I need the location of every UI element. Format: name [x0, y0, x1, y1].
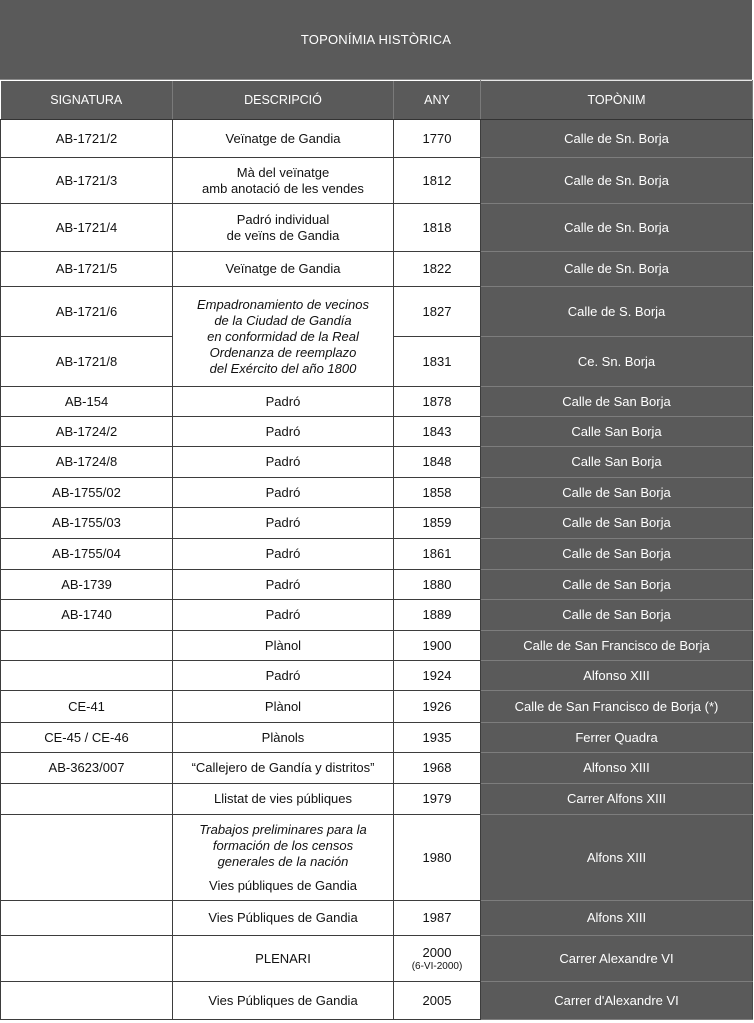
cell-any: 1827	[394, 287, 481, 337]
table-row	[1, 936, 753, 982]
cell-any: 1831	[394, 337, 481, 387]
cell-any: 1818	[394, 204, 481, 252]
cell-signatura: AB-1739	[1, 570, 173, 600]
header-any: ANY	[394, 81, 481, 120]
desc-line: en conformidad de la Real	[207, 328, 359, 344]
cell-toponim: Carrer Alexandre VI	[481, 936, 753, 982]
table-row	[1, 539, 753, 570]
cell-toponim: Calle de San Borja	[481, 478, 753, 508]
cell-toponim: Calle de San Borja	[481, 539, 753, 570]
cell-any	[394, 936, 481, 982]
table-row	[1, 661, 753, 691]
cell-toponim: Ce. Sn. Borja	[481, 337, 753, 387]
cell-any: 1859	[394, 508, 481, 539]
cell-any: 1980	[394, 815, 481, 901]
cell-descripcio: Padró	[173, 508, 394, 539]
cell-signatura: AB-1724/8	[1, 447, 173, 478]
desc-line: de la Ciudad de Gandía	[214, 312, 352, 328]
cell-descripcio: “Callejero de Gandía y distritos”	[173, 753, 394, 784]
cell-signatura: AB-1721/2	[1, 120, 173, 158]
cell-toponim: Calle San Borja	[481, 417, 753, 447]
table-row	[1, 815, 753, 901]
table-row	[1, 753, 753, 784]
cell-any: 1987	[394, 901, 481, 936]
cell-signatura: AB-1721/3	[1, 158, 173, 204]
cell-toponim: Calle de Sn. Borja	[481, 158, 753, 204]
cell-signatura: AB-1755/02	[1, 478, 173, 508]
cell-any: 1878	[394, 387, 481, 417]
cell-signatura: AB-1724/2	[1, 417, 173, 447]
cell-descripcio: Veïnatge de Gandia	[173, 120, 394, 158]
table-row	[1, 204, 753, 252]
desc-line: Padró individual	[236, 211, 330, 227]
cell-signatura	[1, 982, 173, 1020]
cell-descripcio: Padró	[173, 600, 394, 631]
cell-any: 1822	[394, 252, 481, 287]
cell-descripcio	[173, 204, 394, 252]
cell-toponim: Calle de Sn. Borja	[481, 120, 753, 158]
cell-descripcio: Padró	[173, 661, 394, 691]
desc-line: generales de la nación	[217, 853, 349, 869]
table-row	[1, 631, 753, 661]
table-row	[1, 387, 753, 417]
cell-signatura: AB-3623/007	[1, 753, 173, 784]
cell-signatura: AB-1721/8	[1, 337, 173, 387]
cell-descripcio: Padró	[173, 417, 394, 447]
cell-any: 1858	[394, 478, 481, 508]
desc-line: Ordenanza de reemplazo	[209, 344, 357, 360]
table-row	[1, 723, 753, 753]
desc-line: Trabajos preliminares para la	[199, 821, 367, 837]
cell-signatura	[1, 901, 173, 936]
cell-signatura: AB-1721/6	[1, 287, 173, 337]
cell-descripcio-merged	[173, 287, 394, 387]
cell-descripcio: Padró	[173, 447, 394, 478]
cell-any: 1968	[394, 753, 481, 784]
cell-signatura	[1, 661, 173, 691]
table-row	[1, 478, 753, 508]
header-row	[1, 81, 753, 120]
table-row	[1, 570, 753, 600]
cell-any: 1843	[394, 417, 481, 447]
cell-descripcio: Plànols	[173, 723, 394, 753]
cell-toponim: Calle de San Borja	[481, 570, 753, 600]
cell-any: 1889	[394, 600, 481, 631]
cell-any: 1861	[394, 539, 481, 570]
cell-descripcio: Padró	[173, 570, 394, 600]
cell-toponim: Alfons XIII	[481, 815, 753, 901]
cell-descripcio	[173, 158, 394, 204]
cell-descripcio: Plànol	[173, 691, 394, 723]
cell-toponim: Carrer Alfons XIII	[481, 784, 753, 815]
desc-line: Mà del veïnatge	[236, 164, 330, 180]
cell-signatura: CE-41	[1, 691, 173, 723]
desc-line: amb anotació de les vendes	[202, 180, 364, 196]
table-title: TOPONÍMIA HISTÒRICA	[0, 0, 752, 80]
cell-descripcio: Padró	[173, 478, 394, 508]
cell-signatura	[1, 815, 173, 901]
table-row	[1, 287, 753, 337]
cell-any: 1979	[394, 784, 481, 815]
cell-signatura: AB-1755/04	[1, 539, 173, 570]
table-row	[1, 252, 753, 287]
year-note: (6-VI-2000)	[411, 961, 463, 972]
cell-signatura	[1, 784, 173, 815]
cell-descripcio: Padró	[173, 387, 394, 417]
desc-subline: Vies públiques de Gandia	[209, 877, 357, 893]
cell-signatura	[1, 936, 173, 982]
cell-any: 1848	[394, 447, 481, 478]
cell-any: 1770	[394, 120, 481, 158]
desc-line: del Exército del año 1800	[209, 360, 357, 376]
cell-signatura: CE-45 / CE-46	[1, 723, 173, 753]
cell-signatura	[1, 631, 173, 661]
table-row	[1, 120, 753, 158]
cell-signatura: AB-1721/5	[1, 252, 173, 287]
cell-toponim: Calle de San Francisco de Borja (*)	[481, 691, 753, 723]
cell-toponim: Calle de S. Borja	[481, 287, 753, 337]
year: 2000	[422, 945, 452, 960]
cell-toponim: Calle de San Borja	[481, 387, 753, 417]
table-row	[1, 691, 753, 723]
cell-any: 1935	[394, 723, 481, 753]
cell-descripcio: Vies Públiques de Gandia	[173, 901, 394, 936]
table-row	[1, 417, 753, 447]
table-row	[1, 982, 753, 1020]
table-row	[1, 901, 753, 936]
cell-any: 2005	[394, 982, 481, 1020]
cell-descripcio: Vies Públiques de Gandia	[173, 982, 394, 1020]
desc-line: de veïns de Gandia	[226, 227, 340, 243]
cell-toponim: Calle de Sn. Borja	[481, 252, 753, 287]
cell-signatura: AB-1721/4	[1, 204, 173, 252]
table-row	[1, 600, 753, 631]
cell-descripcio: Llistat de vies públiques	[173, 784, 394, 815]
cell-signatura: AB-1755/03	[1, 508, 173, 539]
cell-descripcio: PLENARI	[173, 936, 394, 982]
header-signatura: SIGNATURA	[1, 81, 173, 120]
cell-toponim: Alfonso XIII	[481, 753, 753, 784]
cell-descripcio: Padró	[173, 539, 394, 570]
cell-toponim: Alfons XIII	[481, 901, 753, 936]
cell-toponim: Calle San Borja	[481, 447, 753, 478]
header-descripcio: DESCRIPCIÓ	[173, 81, 394, 120]
cell-toponim: Calle de San Borja	[481, 600, 753, 631]
cell-descripcio	[173, 815, 394, 901]
cell-toponim: Ferrer Quadra	[481, 723, 753, 753]
cell-any: 1926	[394, 691, 481, 723]
table-row	[1, 508, 753, 539]
cell-any: 1924	[394, 661, 481, 691]
table-row	[1, 158, 753, 204]
cell-descripcio: Plànol	[173, 631, 394, 661]
toponymy-table	[0, 80, 753, 1020]
table-row	[1, 447, 753, 478]
cell-any: 1880	[394, 570, 481, 600]
cell-toponim: Calle de Sn. Borja	[481, 204, 753, 252]
cell-signatura: AB-1740	[1, 600, 173, 631]
cell-toponim: Calle de San Borja	[481, 508, 753, 539]
desc-line: Empadronamiento de vecinos	[197, 296, 369, 312]
cell-descripcio: Veïnatge de Gandia	[173, 252, 394, 287]
cell-toponim: Carrer d'Alexandre VI	[481, 982, 753, 1020]
cell-any: 1812	[394, 158, 481, 204]
cell-toponim: Calle de San Francisco de Borja	[481, 631, 753, 661]
cell-any: 1900	[394, 631, 481, 661]
desc-line: formación de los censos	[212, 837, 354, 853]
cell-toponim: Alfonso XIII	[481, 661, 753, 691]
table-row	[1, 784, 753, 815]
cell-signatura: AB-154	[1, 387, 173, 417]
header-toponim: TOPÒNIM	[481, 81, 753, 120]
